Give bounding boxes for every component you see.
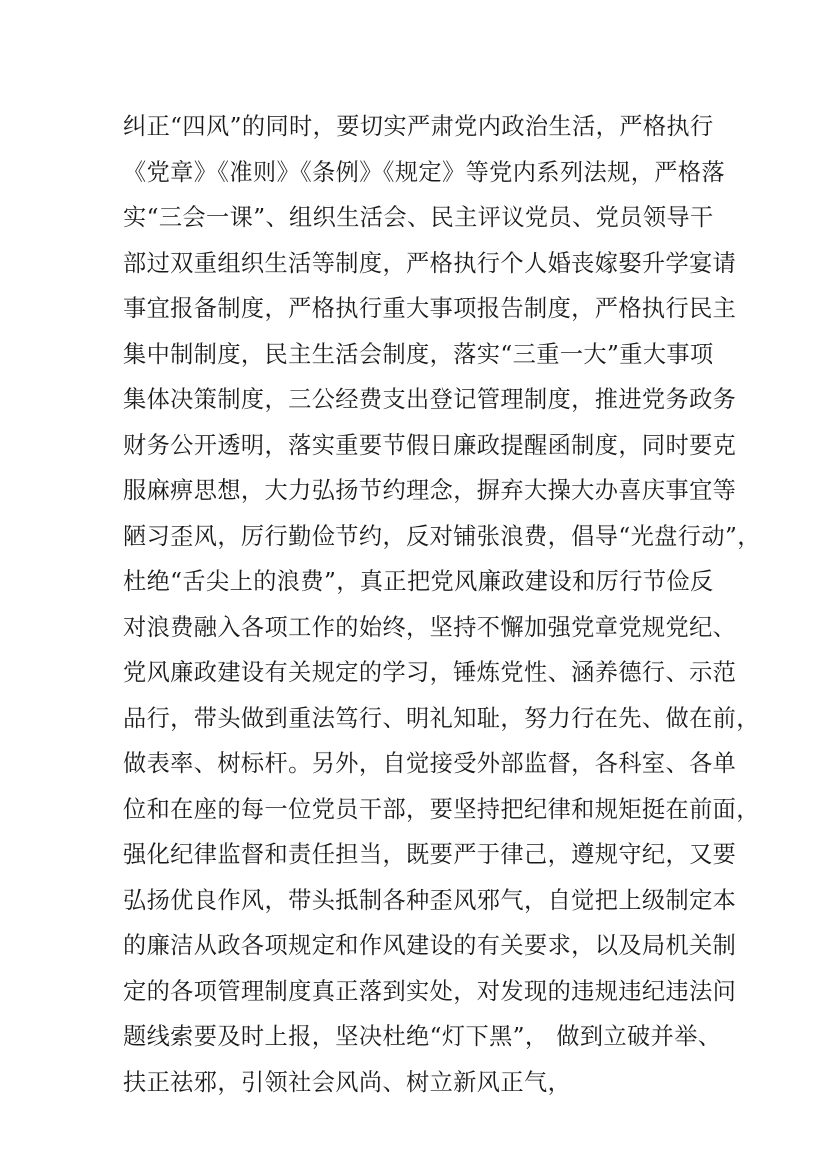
text-line-21: 题线索要及时上报，坚决杜绝“灯下黑”， 做到立破并举、 (123, 1023, 722, 1050)
text-line-18: 弘扬优良作风，带头抵制各种歪风邪气，自觉把上级制定本 (123, 886, 737, 914)
text-line-9: 服麻痹思想，大力弘扬节约理念，摒弃大操大办喜庆事宜等 (123, 477, 737, 504)
text-line-16: 位和在座的每一位党员干部，要坚持把纪律和规矩挺在前面， (123, 795, 760, 823)
text-line-4: 部过双重组织生活等制度，严格执行个人婚丧嫁娶升学宴请 (123, 249, 737, 277)
text-line-13: 党风廉政建设有关规定的学习，锤炼党性、涵养德行、示范 (123, 659, 737, 686)
body-text (123, 104, 761, 1105)
text-line-2: 《党章》《准则》《条例》《规定》等党内系列法规，严格落 (123, 158, 726, 186)
text-line-17: 强化纪律监督和责任担当，既要严于律己，遵规守纪，又要 (123, 841, 737, 868)
text-line-15: 做表率、树标杆。另外，自觉接受外部监督，各科室、各单 (123, 750, 737, 777)
text-line-6: 集中制制度，民主生活会制度，落实“三重一大”重大事项 (123, 340, 714, 368)
text-line-5: 事宜报备制度，严格执行重大事项报告制度，严格执行民主 (123, 295, 737, 322)
text-line-8: 财务公开透明，落实重要节假日廉政提醒函制度，同时要克 (123, 431, 737, 459)
text-line-7: 集体决策制度，三公经费支出登记管理制度，推进党务政务 (123, 386, 737, 413)
text-line-20: 定的各项管理制度真正落到实处，对发现的违规违纪违法问 (123, 977, 737, 1005)
text-line-11: 杜绝“舌尖上的浪费”，真正把党风廉政建设和厉行节俭反 (123, 568, 714, 595)
text-line-22: 扶正祛邪，引领社会风尚、树立新风正气， (123, 1068, 572, 1096)
text-line-12: 对浪费融入各项工作的始终，坚持不懈加强党章党规党纪、 (123, 613, 737, 641)
text-line-3: 实“三会一课”、组织生活会、民主评议党员、党员领导干 (123, 204, 714, 231)
text-line-10: 陋习歪风，厉行勤俭节约，反对铺张浪费，倡导“光盘行动”， (123, 522, 761, 550)
text-line-19: 的廉洁从政各项规定和作风建设的有关要求，以及局机关制 (123, 932, 737, 959)
text-line-1: 纠正“四风”的同时，要切实严肃党内政治生活，严格执行 (123, 113, 714, 140)
text-line-14: 品行，带头做到重法笃行、明礼知耻，努力行在先、做在前， (123, 704, 760, 732)
